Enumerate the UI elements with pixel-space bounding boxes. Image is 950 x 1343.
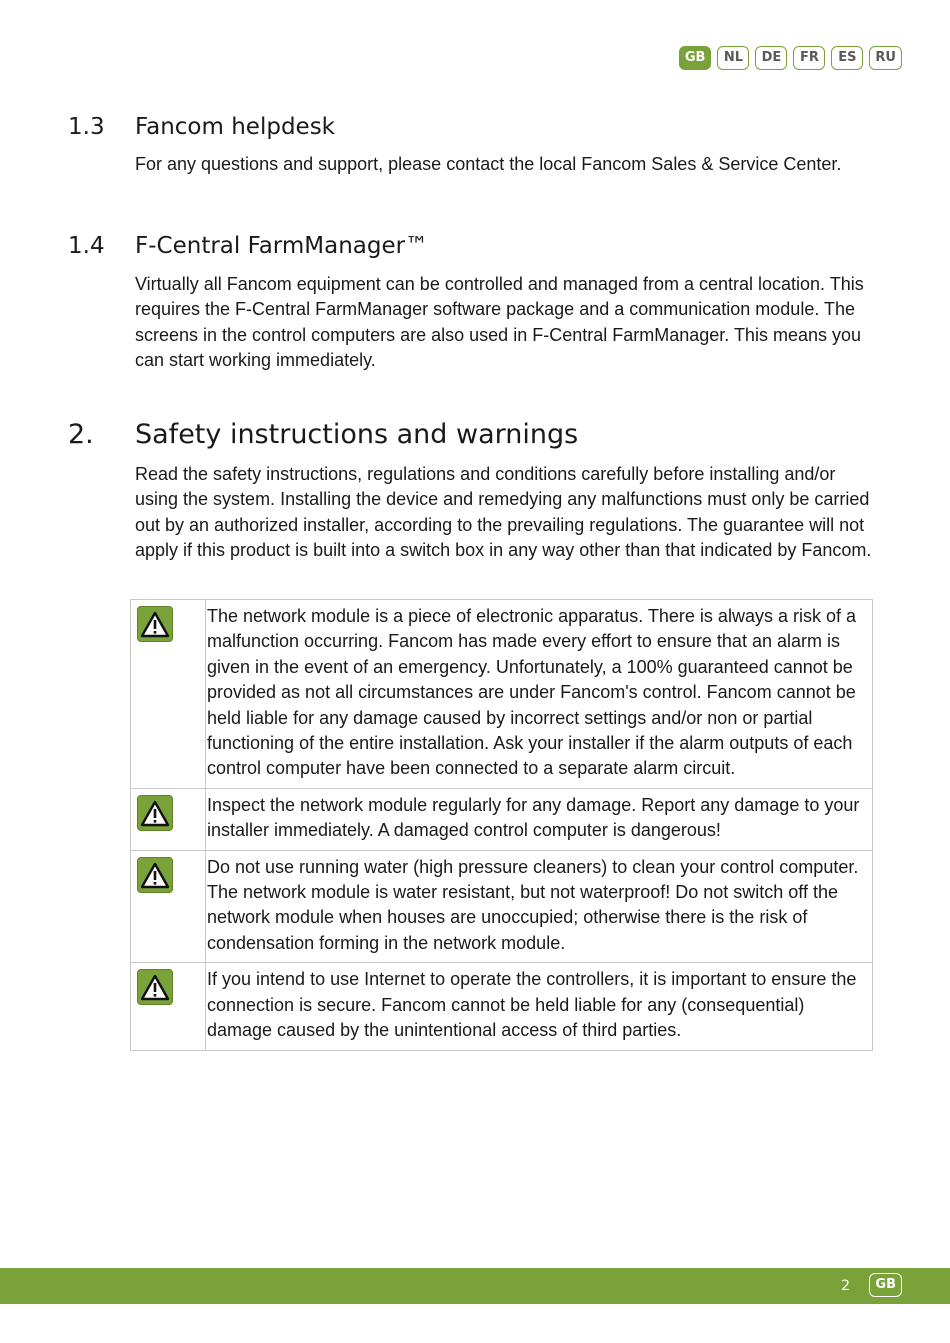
section-number: 2.	[68, 419, 94, 450]
section-heading-farmmanager	[68, 233, 428, 259]
warning-row	[131, 788, 873, 850]
warning-text: Inspect the network module regularly for any damage. Report any damage to your installer immediately. A damaged control computer is dangerous!	[206, 788, 873, 850]
section-heading-safety	[68, 419, 578, 450]
warning-row	[131, 600, 873, 789]
page-number: 2	[841, 1278, 850, 1294]
warning-triangle-icon	[137, 857, 173, 893]
section-number: 1.3	[68, 114, 105, 140]
lang-tab-ru[interactable]: RU	[869, 46, 902, 70]
warning-triangle-icon	[137, 606, 173, 642]
lang-tab-nl[interactable]: NL	[717, 46, 749, 70]
section-number: 1.4	[68, 233, 105, 259]
lang-tab-fr[interactable]: FR	[793, 46, 825, 70]
page-footer	[0, 1268, 950, 1304]
lang-tab-de[interactable]: DE	[755, 46, 787, 70]
safety-paragraph: Read the safety instructions, regulations and conditions carefully before installing and/or using the system. Installing the device and remedying any malfunctions must only be carried out by an authorized installer, according to the prevailing regulations. The guarantee will not apply if this product is built into a switch box in any way other than that indicated by Fancom.	[135, 464, 872, 561]
warning-text: Do not use running water (high pressure cleaners) to clean your control computer. The network module is water resistant, but not waterproof! Do not switch off the network module when houses are unoccupied; otherwise there is the risk of condensation forming in the network module.	[206, 850, 873, 963]
warning-triangle-icon	[137, 969, 173, 1005]
warning-row	[131, 850, 873, 963]
lang-tab-es[interactable]: ES	[831, 46, 863, 70]
section-title: Fancom helpdesk	[135, 114, 335, 140]
section-title: F-Central FarmManager™	[135, 233, 429, 259]
warning-text: The network module is a piece of electronic apparatus. There is always a risk of a malfunction occurring. Fancom has made every effort to ensure that an alarm is given in the event of an emergency. Unfortunately, a 100% guaranteed cannot be provided as not all circumstances are under Fancom's control. Fancom cannot be held liable for any damage caused by incorrect settings and/or non or partial functioning of the entire installation. Ask your installer if the alarm outputs of each control computer have been connected to a separate alarm circuit.	[206, 600, 873, 789]
lang-tab-gb[interactable]: GB	[679, 46, 712, 70]
section-title: Safety instructions and warnings	[135, 419, 579, 450]
section-heading-helpdesk	[68, 114, 335, 140]
warning-triangle-icon	[137, 795, 173, 831]
footer-language-badge: GB	[869, 1273, 902, 1297]
farmmanager-paragraph: Virtually all Fancom equipment can be controlled and managed from a central location. This requires the F-Central FarmManager software package and a communication module. The screens in the control computers are also used in F-Central FarmManager. This means you can start working immediately.	[135, 274, 864, 371]
warnings-table	[130, 599, 873, 1051]
warning-text: If you intend to use Internet to operate the controllers, it is important to ensure the connection is secure. Fancom cannot be held liable for any (consequential) damage caused by the unintentional access of third parties.	[206, 963, 873, 1050]
warning-row	[131, 963, 873, 1050]
helpdesk-paragraph: For any questions and support, please contact the local Fancom Sales & Service Center.	[135, 154, 842, 174]
language-selector	[679, 46, 902, 70]
